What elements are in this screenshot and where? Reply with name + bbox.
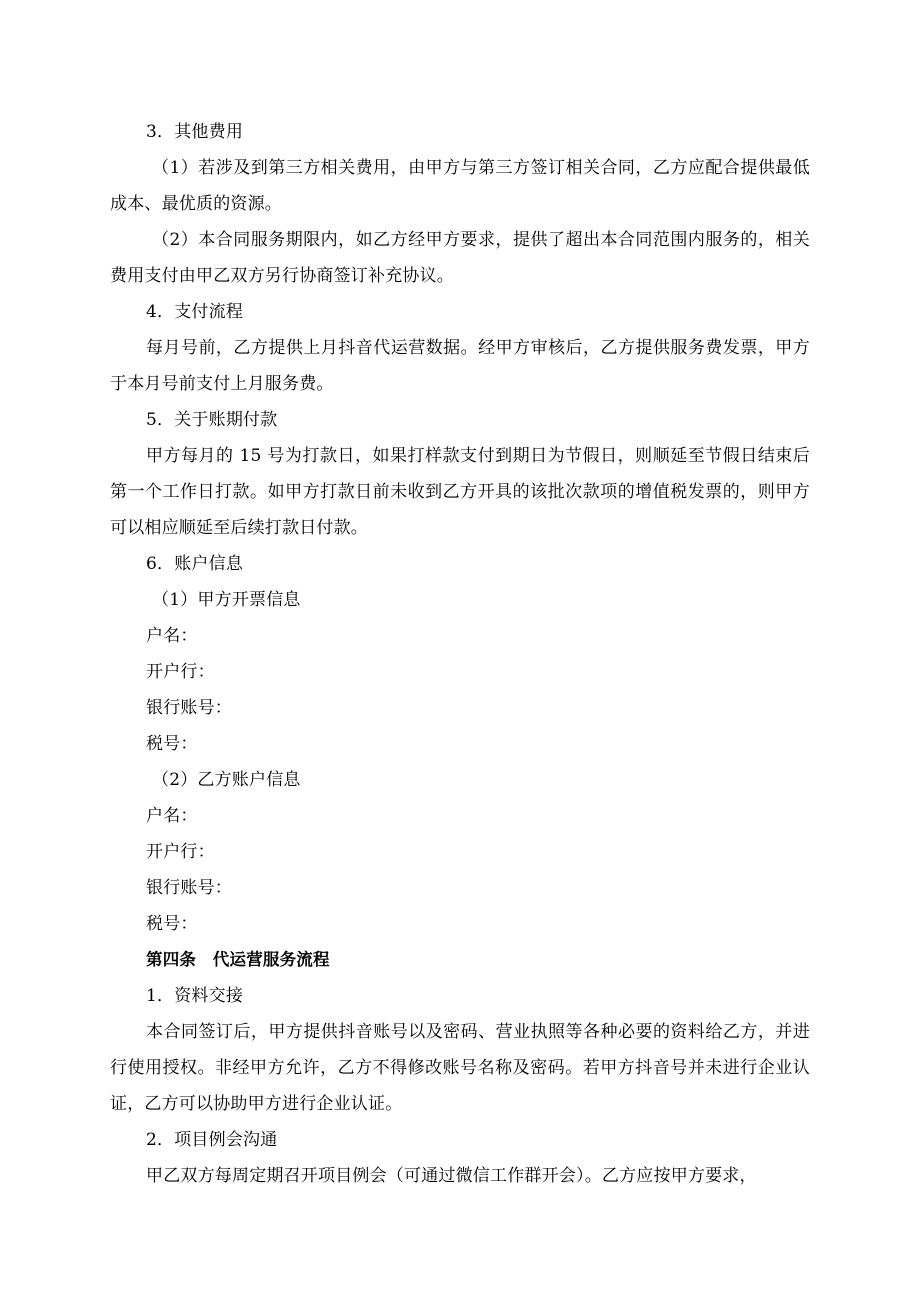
party-b-bank: 开户行： xyxy=(146,842,215,862)
section-heading-other-fees: 3．其他费用 xyxy=(146,122,244,142)
party-b-account-name: 户名： xyxy=(146,806,198,826)
paragraph-extra-service-fees: （2）本合同服务期限内，如乙方经甲方要求，提供了超出本合同范围内服务的，相关费用支付由甲乙双方另行协商签订补充协议。 xyxy=(110,230,810,286)
party-a-bank-account: 银行账号： xyxy=(146,698,232,718)
section-heading-project-meetings: 2．项目例会沟通 xyxy=(146,1130,278,1150)
paragraph-materials-handover: 本合同签订后，甲方提供抖音账号以及密码、营业执照等各种必要的资料给乙方，并进行使用授权。非经甲方允许，乙方不得修改账号名称及密码。若甲方抖音号并未进行企业认证，乙方可以协助甲方进行企业认证。 xyxy=(110,1022,810,1114)
section-heading-materials-handover: 1．资料交接 xyxy=(146,986,244,1006)
section-heading-payment-process: 4．支付流程 xyxy=(146,302,244,322)
party-a-account-name: 户名： xyxy=(146,626,198,646)
document-body xyxy=(110,114,810,1194)
article-four-heading: 第四条 代运营服务流程 xyxy=(146,950,330,969)
party-b-tax-id: 税号： xyxy=(146,914,198,934)
section-heading-account-info: 6．账户信息 xyxy=(146,554,244,574)
paragraph-account-period: 甲方每月的 15 号为打款日，如果打样款支付到期日为节假日，则顺延至节假日结束后第一个工作日打款。如甲方打款日前未收到乙方开具的该批次款项的增值税发票的，则甲方可以相应顺延至后续打款日付款。 xyxy=(110,446,810,538)
party-a-tax-id: 税号： xyxy=(146,734,198,754)
section-heading-account-period: 5．关于账期付款 xyxy=(146,410,278,430)
subheading-party-a-invoice: （1）甲方开票信息 xyxy=(152,590,301,610)
paragraph-third-party-fees: （1）若涉及到第三方相关费用，由甲方与第三方签订相关合同，乙方应配合提供最低成本、最优质的资源。 xyxy=(110,158,810,214)
paragraph-payment-process: 每月号前，乙方提供上月抖音代运营数据。经甲方审核后，乙方提供服务费发票，甲方于本月号前支付上月服务费。 xyxy=(110,338,810,394)
party-b-bank-account: 银行账号： xyxy=(146,878,232,898)
paragraph-project-meetings: 甲乙双方每周定期召开项目例会（可通过微信工作群开会）。乙方应按甲方要求， xyxy=(146,1166,757,1186)
party-a-bank: 开户行： xyxy=(146,662,215,682)
subheading-party-b-account: （2）乙方账户信息 xyxy=(152,770,301,790)
